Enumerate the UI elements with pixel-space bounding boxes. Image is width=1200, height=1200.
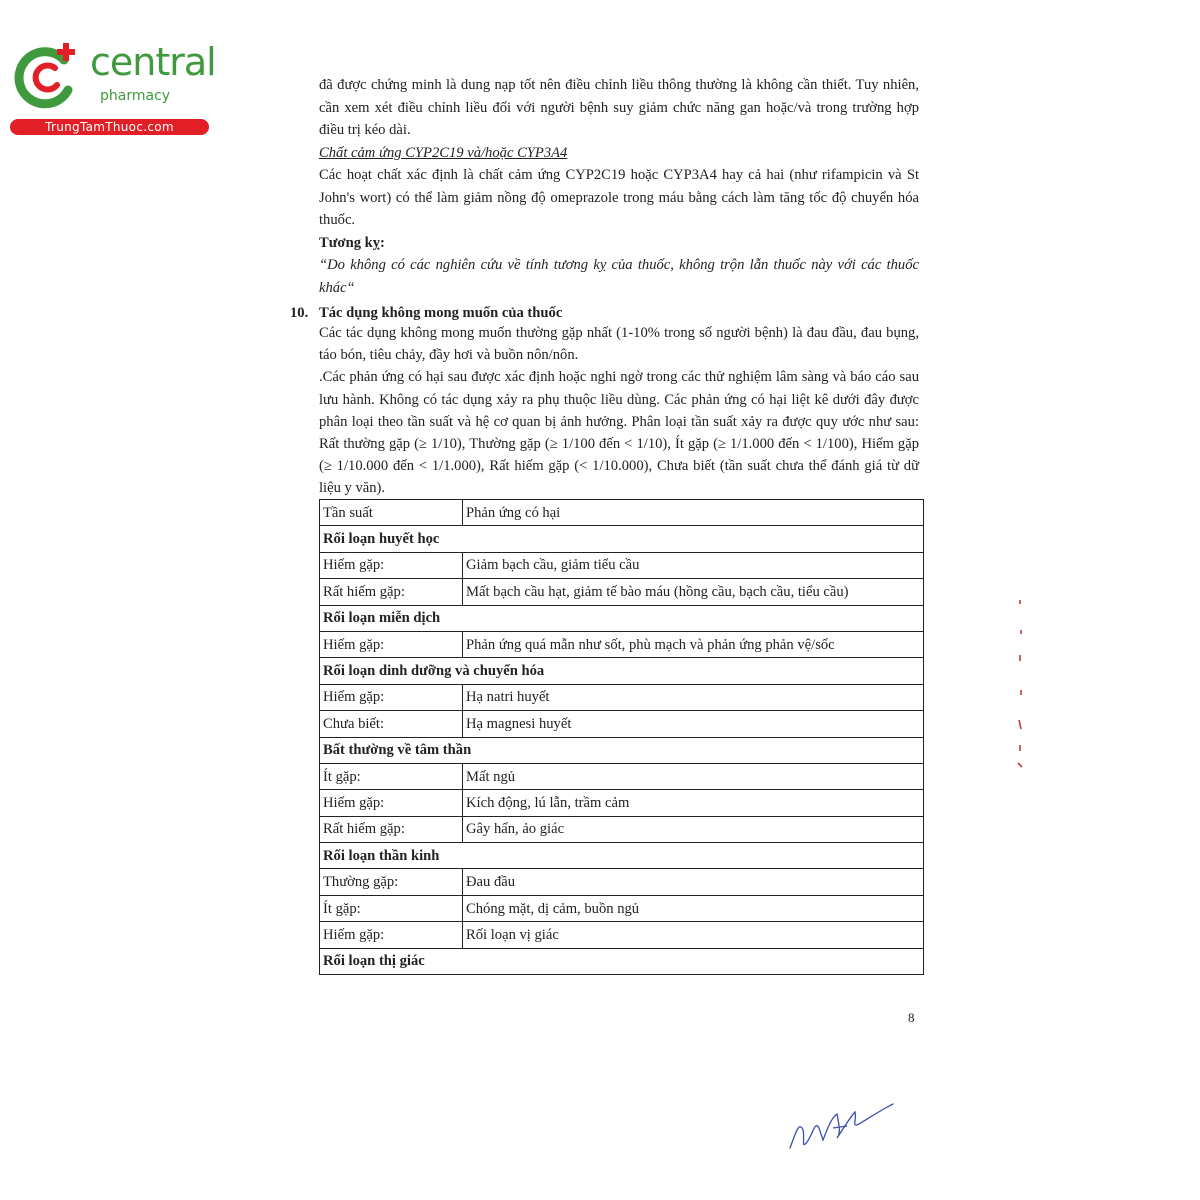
table-group-row bbox=[320, 658, 924, 684]
logo-site-url[interactable]: TrungTamThuoc.com bbox=[10, 119, 209, 135]
table-group-row bbox=[320, 737, 924, 763]
table-row bbox=[320, 552, 924, 578]
section-title: Tác dụng không mong muốn của thuốc bbox=[319, 305, 563, 321]
frequency-cell: Hiếm gặp: bbox=[320, 790, 463, 816]
frequency-cell: Hiếm gặp: bbox=[320, 922, 463, 948]
frequency-cell: Rất hiếm gặp: bbox=[320, 579, 463, 605]
logo-name: central bbox=[90, 40, 216, 84]
group-title: Rối loạn thị giác bbox=[320, 948, 924, 974]
table-row bbox=[320, 763, 924, 789]
adverse-reactions-table bbox=[319, 499, 924, 975]
table-row bbox=[320, 869, 924, 895]
section-heading bbox=[290, 302, 562, 324]
table-row bbox=[320, 816, 924, 842]
inducers-heading: Chất cảm ứng CYP2C19 và/hoặc CYP3A4 bbox=[319, 144, 568, 161]
table-row bbox=[320, 579, 924, 605]
frequency-cell: Hiếm gặp: bbox=[320, 684, 463, 710]
reaction-cell: Đau đầu bbox=[463, 869, 924, 895]
reaction-cell: Mất ngủ bbox=[463, 763, 924, 789]
frequency-cell: Ít gặp: bbox=[320, 895, 463, 921]
reaction-cell: Rối loạn vị giác bbox=[463, 922, 924, 948]
incompatibility-paragraph: “Do không có các nghiên cứu về tính tương kỵ của thuốc, không trộn lẫn thuốc này với các thuốc khác“ bbox=[319, 257, 919, 296]
central-pharmacy-logo[interactable] bbox=[10, 38, 215, 138]
intro-paragraph: đã được chứng minh là dung nạp tốt nên điều chỉnh liều thông thường là không cần thiết. Tuy nhiên, cần xem xét điều chỉnh liều đối với người bệnh suy giảm chức năng gan hoặc/và trong trường hợp điều trị kéo dài. bbox=[319, 77, 919, 138]
reaction-cell: Giảm bạch cầu, giảm tiểu cầu bbox=[463, 552, 924, 578]
intro-text-block bbox=[319, 74, 919, 299]
reaction-cell: Kích động, lú lẫn, trầm cảm bbox=[463, 790, 924, 816]
reaction-cell: Hạ natri huyết bbox=[463, 684, 924, 710]
table-group-row bbox=[320, 605, 924, 631]
inducers-paragraph: Các hoạt chất xác định là chất cảm ứng CYP2C19 hoặc CYP3A4 hay cả hai (như rifampicin và St John's wort) có thể làm giảm nồng độ omeprazole trong máu bằng cách làm tăng tốc độ chuyển hóa thuốc. bbox=[319, 167, 919, 228]
table-header-row bbox=[320, 500, 924, 526]
table-row bbox=[320, 684, 924, 710]
table-row bbox=[320, 711, 924, 737]
table-row bbox=[320, 922, 924, 948]
frequency-cell: Hiếm gặp: bbox=[320, 631, 463, 657]
section-body bbox=[319, 322, 919, 500]
incompatibility-heading: Tương kỵ: bbox=[319, 234, 385, 251]
header-reaction: Phản ứng có hại bbox=[463, 500, 924, 526]
section-paragraph-1: Các tác dụng không mong muốn thường gặp nhất (1-10% trong số người bệnh) là đau đầu, đau bụng, táo bón, tiêu chảy, đầy hơi và buồn nôn/nôn. bbox=[319, 325, 919, 364]
frequency-cell: Hiếm gặp: bbox=[320, 552, 463, 578]
page-number: 8 bbox=[908, 1010, 915, 1025]
section-paragraph-2: .Các phản ứng có hại sau được xác định hoặc nghi ngờ trong các thử nghiệm lâm sàng và báo cáo sau lưu hành. Không có tác dụng xảy ra phụ thuộc liều dùng. Các phản ứng có hại liệt kê dưới đây được phân loại theo tần suất và hệ cơ quan bị ảnh hưởng. Phân loại tần suất xảy ra được quy ước như sau: Rất thường gặp (≥ 1/10), Thường gặp (≥ 1/100 đến < 1/10), Ít gặp (≥ 1/1.000 đến < 1/100), Hiếm gặp (≥ 1/10.000 đến < 1/1.000), Rất hiếm gặp (< 1/10.000), Chưa biết (tần suất chưa thể đánh giá từ dữ liệu y văn). bbox=[319, 369, 919, 497]
group-title: Bất thường về tâm thần bbox=[320, 737, 924, 763]
reaction-cell: Mất bạch cầu hạt, giảm tế bào máu (hồng cầu, bạch cầu, tiểu cầu) bbox=[463, 579, 924, 605]
section-number: 10. bbox=[290, 305, 309, 321]
frequency-cell: Chưa biết: bbox=[320, 711, 463, 737]
group-title: Rối loạn thần kinh bbox=[320, 843, 924, 869]
reaction-cell: Hạ magnesi huyết bbox=[463, 711, 924, 737]
table-row bbox=[320, 790, 924, 816]
group-title: Rối loạn miễn dịch bbox=[320, 605, 924, 631]
margin-marks bbox=[1012, 595, 1026, 775]
logo-mark-icon bbox=[10, 40, 82, 112]
table-row bbox=[320, 631, 924, 657]
reaction-cell: Phản ứng quá mẫn như sốt, phù mạch và phản ứng phản vệ/sốc bbox=[463, 631, 924, 657]
frequency-cell: Rất hiếm gặp: bbox=[320, 816, 463, 842]
table-row bbox=[320, 895, 924, 921]
reaction-cell: Chóng mặt, dị cảm, buồn ngủ bbox=[463, 895, 924, 921]
group-title: Rối loạn dinh dưỡng và chuyển hóa bbox=[320, 658, 924, 684]
handwritten-signature bbox=[785, 1090, 900, 1160]
frequency-cell: Thường gặp: bbox=[320, 869, 463, 895]
table-group-row bbox=[320, 948, 924, 974]
table-group-row bbox=[320, 843, 924, 869]
logo-subtitle: pharmacy bbox=[100, 88, 171, 104]
reaction-cell: Gây hấn, ảo giác bbox=[463, 816, 924, 842]
frequency-cell: Ít gặp: bbox=[320, 763, 463, 789]
table-group-row bbox=[320, 526, 924, 552]
group-title: Rối loạn huyết học bbox=[320, 526, 924, 552]
header-frequency: Tần suất bbox=[320, 500, 463, 526]
